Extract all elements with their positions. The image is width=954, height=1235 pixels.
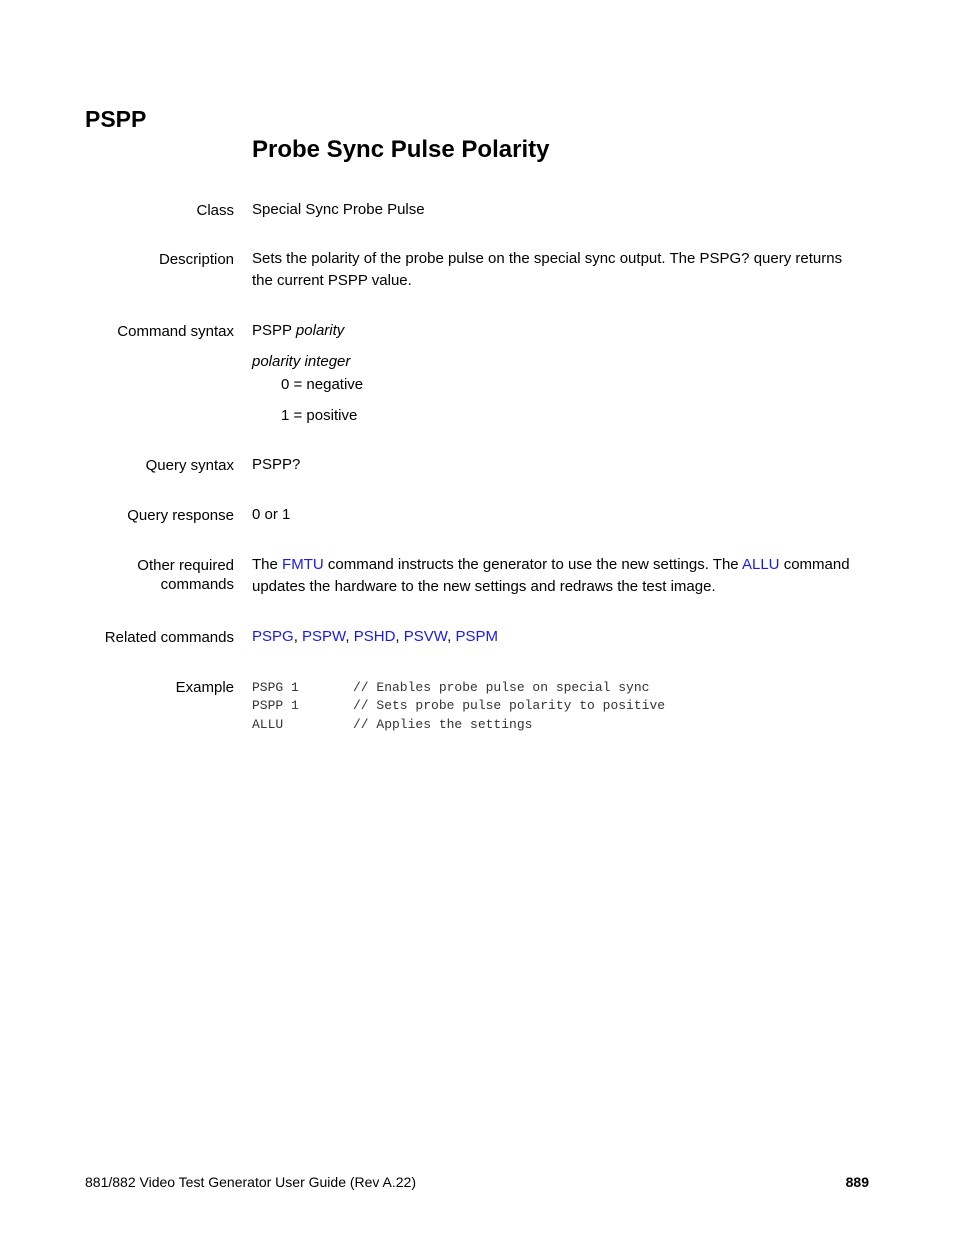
- description-label: Description: [158, 251, 234, 268]
- example-comment: // Sets probe pulse polarity to positive: [353, 698, 666, 713]
- link-fmtu[interactable]: FMTU: [282, 556, 324, 573]
- link-allu[interactable]: ALLU: [741, 556, 780, 573]
- text-the: The: [252, 556, 278, 573]
- example-cmd: ALLU: [252, 717, 284, 732]
- example-cmd: PSPG 1: [252, 680, 299, 695]
- example-comment: // Enables probe pulse on special sync: [353, 680, 650, 695]
- link-pshd[interactable]: PSHD: [353, 628, 396, 645]
- query-syntax-label: Query syntax: [145, 457, 234, 474]
- link-pspm[interactable]: PSPM: [455, 628, 498, 645]
- example-line-2: [252, 716, 532, 734]
- example-label: Example: [175, 679, 234, 696]
- class-label: Class: [196, 202, 234, 219]
- link-psvw[interactable]: PSVW: [403, 628, 448, 645]
- query-response-value: 0 or 1: [252, 506, 291, 523]
- query-syntax-value: PSPP?: [252, 456, 301, 473]
- param-type: [252, 351, 877, 373]
- command-name: PSPP: [85, 106, 147, 132]
- command-syntax-value: [252, 320, 877, 342]
- example-comment: // Applies the settings: [353, 717, 533, 732]
- description-line-2: the current PSPP value.: [252, 272, 412, 289]
- other-required-label-line-1: Other required: [137, 557, 234, 574]
- command-syntax-label: Command syntax: [117, 323, 234, 340]
- text-end: command: [783, 556, 850, 573]
- param-option-0: 0 = negative: [281, 376, 364, 393]
- related-commands-list: [252, 626, 877, 648]
- separator: ,: [447, 628, 452, 645]
- separator: ,: [395, 628, 400, 645]
- separator: ,: [293, 628, 298, 645]
- other-required-label: [137, 556, 234, 594]
- description-text: [252, 248, 877, 292]
- separator: ,: [345, 628, 350, 645]
- related-commands-label: Related commands: [104, 629, 234, 646]
- example-line-0: [252, 679, 649, 697]
- footer-guide-title: 881/882 Video Test Generator User Guide (Rev A.22): [85, 1174, 417, 1190]
- param-option-1: 1 = positive: [281, 407, 358, 424]
- link-pspg[interactable]: PSPG: [252, 628, 294, 645]
- other-required-line-2: updates the hardware to the new settings and redraws the test image.: [252, 578, 716, 595]
- description-line-1: Sets the polarity of the probe pulse on the special sync output. The PSPG? query returns: [252, 250, 843, 267]
- class-value: Special Sync Probe Pulse: [252, 201, 425, 218]
- other-required-label-line-2: commands: [160, 576, 234, 593]
- example-line-1: [252, 697, 665, 715]
- other-required-text: [252, 554, 877, 598]
- syntax-command: PSPP: [252, 322, 292, 339]
- syntax-param: polarity: [295, 322, 345, 339]
- other-required-line-1: [252, 554, 877, 576]
- text-mid: command instructs the generator to use the new settings. The: [327, 556, 739, 573]
- example-cmd: PSPP 1: [252, 698, 299, 713]
- command-title: Probe Sync Pulse Polarity: [252, 136, 550, 163]
- param-type-name: polarity: [252, 353, 301, 370]
- param-type-value: integer: [304, 353, 351, 370]
- link-pspw[interactable]: PSPW: [302, 628, 346, 645]
- footer-page-number: 889: [845, 1174, 869, 1190]
- query-response-label: Query response: [127, 507, 234, 524]
